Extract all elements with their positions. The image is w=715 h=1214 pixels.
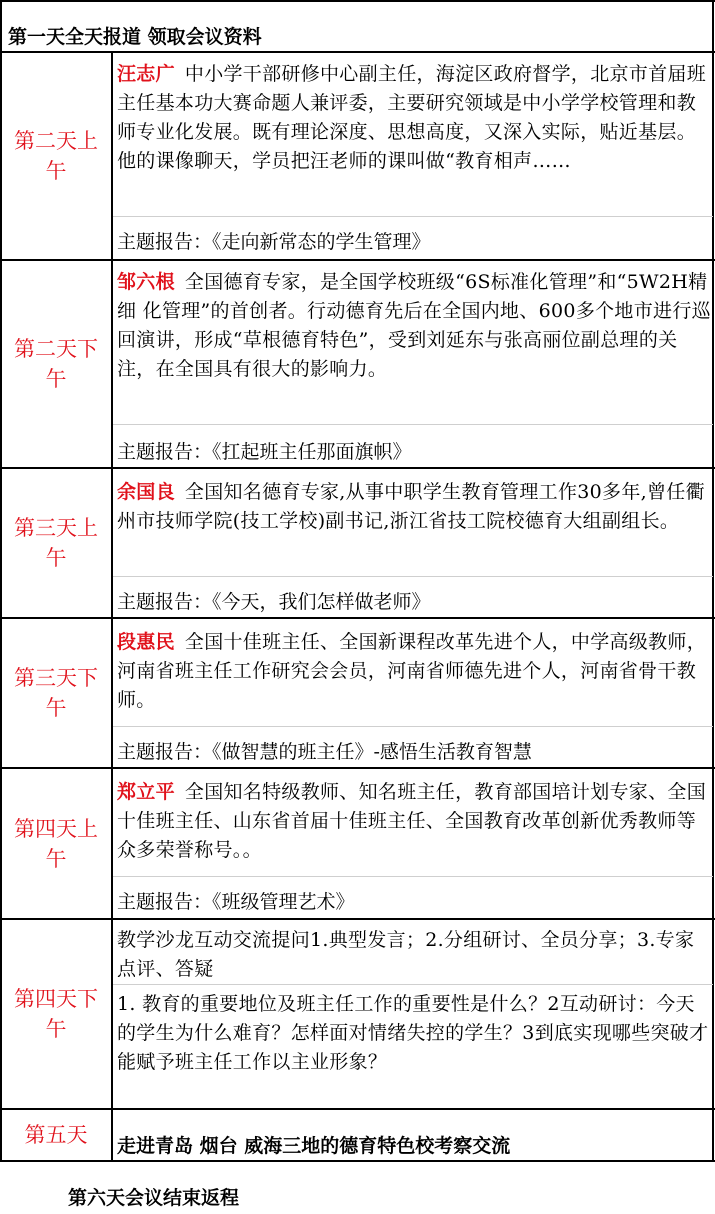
cell-divider [113, 876, 713, 877]
cell-divider [113, 726, 713, 727]
table-border-top [0, 0, 715, 2]
speaker-bio: 郑立平 全国知名特级教师、知名班主任，教育部国培计划专家、全国十佳班主任、山东省首届十佳班主任、全国教育改革创新优秀教师等众多荣誉称号。。 [117, 781, 707, 861]
speaker-bio: 余国良 全国知名德育专家,从事中职学生教育管理工作30多年,曾任衢州市技师学院(技工学校)副书记,浙江省技工院校德育大组副组长。 [117, 481, 705, 532]
discussion-questions: 1. 教育的重要地位及班主任工作的重要性是什么？2互动研讨：今天的学生为什么难育？怎样面对情绪失控的学生？3到底实现哪些突破才能赋予班主任工作以主业形象？ [117, 993, 709, 1073]
day-label: 第二天上午 [14, 129, 98, 183]
day-label: 第四天上午 [14, 816, 98, 871]
cell-divider [113, 576, 713, 577]
topic-report: 主题报告：《走向新常态的学生管理》 [117, 231, 431, 253]
speaker-bio: 段惠民 全国十佳班主任、全国新课程改革先进个人，中学高级教师，河南省班主任工作研究会会员，河南省师德先进个人，河南省骨干教师。 [117, 631, 707, 711]
cell-divider [113, 984, 713, 985]
day-label: 第三天上午 [14, 516, 98, 570]
day-label: 第四天下午 [14, 987, 98, 1041]
day-label: 第二天下午 [14, 337, 98, 391]
speaker-name: 余国良 [117, 481, 175, 503]
day6-row: 第六天会议结束返程 [68, 1187, 240, 1209]
cell-divider [113, 216, 713, 217]
day1-row: 第一天全天报道 领取会议资料 [8, 26, 262, 48]
speaker-name: 汪志广 [117, 63, 175, 85]
topic-report: 主题报告：《今天，我们怎样做老师》 [117, 591, 431, 613]
topic-report: 主题报告：《班级管理艺术》 [117, 891, 355, 913]
salon-format: 教学沙龙互动交流提问1.典型发言；2.分组研讨、全员分享；3.专家点评、答疑 [117, 929, 695, 980]
row-divider [0, 1160, 715, 1162]
day-label: 第三天下午 [14, 666, 98, 720]
speaker-name: 郑立平 [117, 781, 175, 803]
speaker-name: 邹六根 [117, 271, 175, 293]
speaker-name: 段惠民 [117, 631, 175, 653]
speaker-bio: 邹六根 全国德育专家，是全国学校班级“6S标准化管理”和“5W2H精细 化管理”的首创者。行动德育先后在全国内地、600多个地市进行巡回演讲，形成“草根德育特色”，受到刘延东与张高丽位副总理的关注，在全国具有很大的影响力。 [117, 271, 711, 380]
table-border-right [712, 0, 714, 1162]
speaker-bio: 汪志广 中小学干部研修中心副主任，海淀区政府督学，北京市首届班主任基本功大赛命题人兼评委，主要研究领域是中小学学校管理和教师专业化发展。既有理论深度、思想高度，又深入实际，贴近基层。他的课像聊天，学员把汪老师的课叫做“教育相声…… [117, 63, 707, 172]
day-label: 第五天 [24, 1123, 88, 1147]
cell-divider [113, 424, 713, 425]
day5-activity: 走进青岛 烟台 威海三地的德育特色校考察交流 [117, 1135, 511, 1157]
topic-report: 主题报告：《做智慧的班主任》-感悟生活教育智慧 [117, 741, 532, 763]
topic-report: 主题报告：《扛起班主任那面旗帜》 [117, 441, 412, 463]
